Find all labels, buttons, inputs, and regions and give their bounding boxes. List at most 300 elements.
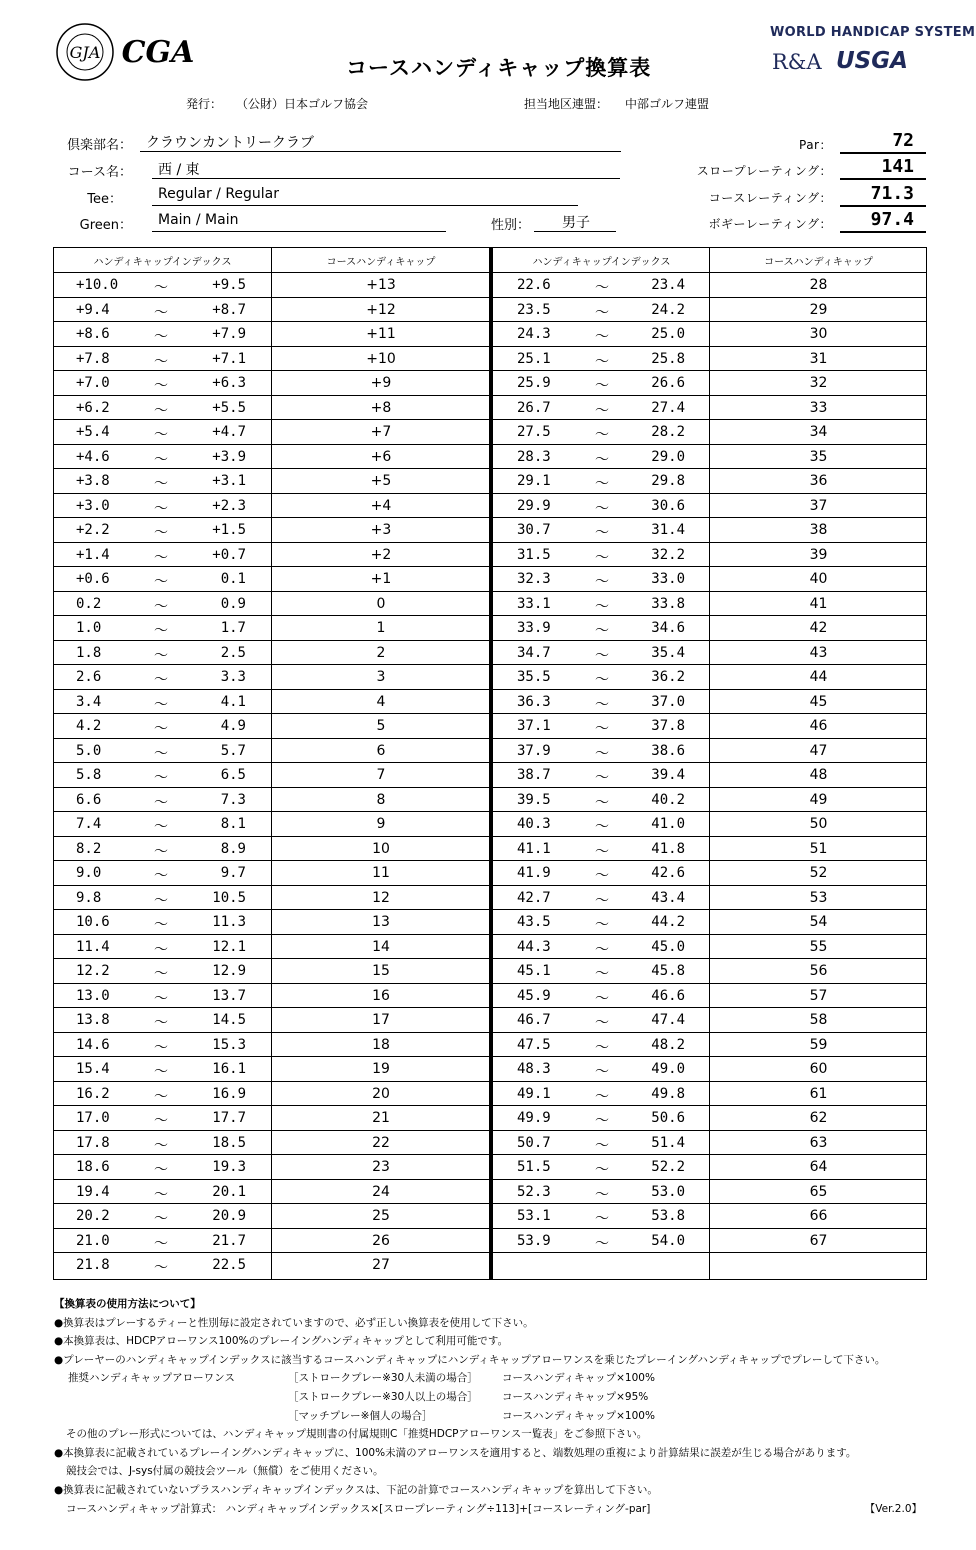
table-row	[493, 787, 927, 812]
index-to: 36.2	[651, 669, 685, 685]
index-from: +0.6	[76, 571, 110, 587]
notes-heading: 【換算表の使用方法について】	[54, 1298, 201, 1310]
index-to: 8.1	[220, 816, 246, 832]
table-row	[493, 1007, 927, 1032]
index-to: +4.7	[212, 424, 246, 440]
table-row	[54, 762, 490, 787]
index-from: 41.9	[517, 865, 551, 881]
index-from: 10.6	[76, 914, 110, 930]
gender-value: 男子	[534, 212, 616, 232]
range-separator: 〜	[154, 1137, 168, 1154]
range-separator: 〜	[154, 304, 168, 321]
index-from: 30.7	[517, 522, 551, 538]
index-to: 31.4	[651, 522, 685, 538]
index-from: 13.0	[76, 987, 110, 1004]
header-course-handicap-right: コースハンディキャップ	[764, 256, 873, 268]
index-to: 30.6	[651, 497, 685, 514]
range-separator: 〜	[595, 500, 609, 517]
course-handicap: 9	[376, 816, 386, 832]
range-separator: 〜	[595, 451, 609, 468]
course-handicap: 51	[809, 840, 828, 857]
index-to: 54.0	[651, 1232, 685, 1249]
index-to: 3.3	[220, 669, 246, 685]
course-handicap: 12	[372, 889, 390, 906]
course-handicap: 57	[809, 987, 828, 1004]
index-from: 47.5	[517, 1036, 551, 1053]
index-to: 14.5	[212, 1012, 246, 1028]
course-handicap: 50	[809, 816, 828, 832]
range-separator: 〜	[154, 696, 168, 713]
table-row	[54, 1154, 490, 1179]
index-from: 44.3	[517, 938, 551, 955]
index-from: 5.8	[76, 767, 102, 783]
index-from: 3.4	[76, 693, 102, 710]
index-from: 22.6	[517, 277, 551, 293]
header-course-handicap-left: コースハンディキャップ	[326, 256, 436, 268]
range-separator: 〜	[595, 329, 609, 345]
table-row	[54, 615, 490, 640]
index-from: 33.1	[517, 595, 551, 612]
index-from: 18.6	[76, 1159, 110, 1175]
index-to: 29.0	[651, 448, 685, 465]
course-handicap: 44	[809, 669, 828, 685]
table-row	[493, 934, 927, 959]
table-row	[54, 689, 490, 714]
course-handicap: +5	[370, 473, 392, 489]
index-to: 7.3	[220, 791, 246, 808]
table-row	[54, 811, 490, 836]
index-to: 16.9	[212, 1085, 246, 1102]
bogey-rating-label: ボギーレーティング：	[708, 217, 832, 231]
index-from: 31.5	[517, 546, 551, 563]
table-row	[493, 1154, 927, 1179]
table-row	[493, 493, 927, 518]
index-from: +6.2	[76, 399, 110, 416]
table-row	[54, 1203, 490, 1228]
course-handicap: +6	[370, 448, 392, 465]
index-from: 43.5	[517, 914, 551, 930]
range-separator: 〜	[154, 672, 168, 688]
range-separator: 〜	[595, 672, 609, 688]
index-to: +3.9	[212, 448, 246, 465]
course-handicap: 17	[372, 1012, 390, 1028]
index-from: 2.6	[76, 669, 102, 685]
table-row	[493, 1081, 927, 1106]
range-separator: 〜	[595, 868, 609, 884]
table-row	[493, 591, 927, 616]
index-to: 2.5	[220, 644, 246, 661]
course-handicap: +8	[370, 399, 392, 416]
table-row	[493, 1105, 927, 1130]
range-separator: 〜	[154, 770, 168, 786]
course-handicap: +13	[366, 277, 396, 293]
par-value: 72	[840, 130, 926, 154]
range-separator: 〜	[595, 1113, 609, 1129]
range-separator: 〜	[595, 990, 609, 1007]
index-to: 52.2	[651, 1159, 685, 1175]
course-handicap: 23	[372, 1159, 390, 1175]
index-from: 37.9	[517, 742, 551, 759]
table-row	[493, 566, 927, 591]
index-to: 49.0	[651, 1061, 685, 1077]
range-separator: 〜	[154, 917, 168, 933]
version-label: 【Ver.2.0】	[864, 1502, 922, 1515]
range-separator: 〜	[154, 476, 168, 492]
index-from: 36.3	[517, 693, 551, 710]
course-handicap: 30	[809, 326, 828, 342]
index-to: 4.9	[220, 718, 246, 734]
index-to: 24.2	[651, 301, 685, 318]
range-separator: 〜	[154, 1162, 168, 1178]
club-label: 倶楽部名：	[66, 138, 132, 153]
range-separator: 〜	[154, 721, 168, 737]
course-handicap: 41	[809, 595, 828, 612]
index-to: +7.9	[212, 326, 246, 342]
index-from: 29.9	[517, 497, 551, 514]
index-from: 15.4	[76, 1061, 110, 1077]
index-to: 22.5	[212, 1257, 246, 1273]
index-to: 44.2	[651, 914, 685, 930]
index-from: 53.9	[517, 1232, 551, 1249]
course-handicap: 7	[376, 767, 386, 783]
index-from: 40.3	[517, 816, 551, 832]
range-separator: 〜	[154, 794, 168, 811]
index-from: 23.5	[517, 301, 551, 318]
index-from: 48.3	[517, 1061, 551, 1077]
index-to: +2.3	[212, 497, 246, 514]
range-separator: 〜	[154, 1064, 168, 1080]
range-separator: 〜	[595, 476, 609, 492]
index-to: 53.0	[651, 1183, 685, 1200]
course-handicap: 26	[372, 1232, 390, 1249]
index-to: +6.3	[212, 375, 246, 391]
table-row	[493, 640, 927, 665]
index-to: 5.7	[220, 742, 246, 759]
course-handicap: 29	[809, 301, 828, 318]
index-to: +1.5	[212, 522, 246, 538]
course-handicap: 19	[372, 1061, 390, 1077]
index-from: 33.9	[517, 620, 551, 636]
table-row	[54, 885, 490, 910]
table-row	[493, 1056, 927, 1081]
range-separator: 〜	[595, 1137, 609, 1154]
table-row	[54, 395, 490, 420]
range-separator: 〜	[595, 819, 609, 835]
index-from: 25.9	[517, 375, 551, 391]
range-separator: 〜	[595, 794, 609, 811]
index-from: 13.8	[76, 1012, 110, 1028]
course-handicap: 35	[809, 448, 828, 465]
table-row	[54, 517, 490, 542]
range-separator: 〜	[154, 819, 168, 835]
table-row	[493, 395, 927, 420]
table-row	[493, 615, 927, 640]
allowance-value: コースハンディキャップ×95%	[502, 1390, 649, 1403]
index-from: 46.7	[517, 1012, 551, 1028]
index-from: +7.8	[76, 350, 110, 367]
range-separator: 〜	[595, 598, 609, 615]
range-separator: 〜	[154, 1235, 168, 1252]
course-handicap: +4	[370, 497, 392, 514]
index-from: 11.4	[76, 938, 110, 955]
allowance-row-3	[54, 1407, 934, 1426]
index-from: 17.8	[76, 1134, 110, 1151]
index-to: 12.9	[212, 963, 246, 979]
index-from: 50.7	[517, 1134, 551, 1151]
tee-value: Regular / Regular	[152, 186, 578, 206]
region-label: 担当地区連盟：	[524, 97, 609, 111]
range-separator: 〜	[154, 1015, 168, 1031]
jga-seal-logo	[52, 22, 118, 82]
index-to: 45.0	[651, 938, 685, 955]
course-handicap: 8	[376, 791, 386, 808]
course-rating-value: 71.3	[840, 183, 926, 207]
course-handicap: +2	[370, 546, 392, 563]
index-from: 34.7	[517, 644, 551, 661]
allowance-condition: ［マッチプレー※個人の場合］	[288, 1409, 433, 1422]
index-from: +2.2	[76, 522, 110, 538]
slope-value: 141	[840, 156, 926, 180]
index-from: 45.9	[517, 987, 551, 1004]
course-handicap: 32	[809, 375, 828, 391]
course-handicap: 42	[809, 620, 828, 636]
table-row	[493, 542, 927, 567]
table-row	[493, 909, 927, 934]
table-row	[493, 664, 927, 689]
slope-label: スロープレーティング：	[696, 164, 832, 178]
table-row	[54, 1007, 490, 1032]
index-from: +4.6	[76, 448, 110, 465]
course-handicap: 64	[809, 1159, 828, 1175]
allowance-value: コースハンディキャップ×100%	[502, 1409, 655, 1422]
course-handicap: 24	[372, 1183, 390, 1200]
range-separator: 〜	[595, 623, 609, 639]
index-to: 27.4	[651, 399, 685, 416]
table-row	[54, 1081, 490, 1106]
bogey-rating-value: 97.4	[840, 209, 926, 233]
range-separator: 〜	[154, 941, 168, 958]
index-from: 49.1	[517, 1085, 551, 1102]
range-separator: 〜	[595, 647, 609, 664]
table-row	[54, 419, 490, 444]
table-row	[54, 542, 490, 567]
table-row	[54, 860, 490, 885]
range-separator: 〜	[595, 1235, 609, 1252]
index-to: 10.5	[212, 889, 246, 906]
index-from: 12.2	[76, 963, 110, 979]
note-1: ●換算表はプレーするティーと性別毎に設定されていますので、必ず正しい換算表を使用して下さい。	[54, 1316, 534, 1329]
range-separator: 〜	[595, 892, 609, 909]
index-from: 37.1	[517, 718, 551, 734]
course-handicap: 47	[809, 742, 828, 759]
index-to: 47.4	[651, 1012, 685, 1028]
tee-label: Tee：	[87, 192, 122, 207]
table-row	[54, 1179, 490, 1204]
range-separator: 〜	[595, 696, 609, 713]
table-row	[54, 787, 490, 812]
range-separator: 〜	[595, 966, 609, 982]
range-separator: 〜	[595, 1064, 609, 1080]
course-handicap: 58	[809, 1012, 828, 1028]
range-separator: 〜	[154, 1088, 168, 1105]
note-4: その他のプレー形式については、ハンディキャップ規則書の付属規則C「推奨HDCPアローワンス一覧表」をご参照下さい。	[66, 1428, 648, 1441]
index-to: 21.7	[212, 1232, 246, 1249]
index-to: 39.4	[651, 767, 685, 783]
index-to: +0.7	[212, 546, 246, 563]
range-separator: 〜	[595, 721, 609, 737]
range-separator: 〜	[595, 770, 609, 786]
table-row	[493, 272, 927, 297]
index-to: 23.4	[651, 277, 685, 293]
index-from: 4.2	[76, 718, 102, 734]
table-row	[54, 1032, 490, 1057]
index-from: 21.0	[76, 1232, 110, 1249]
table-row	[54, 738, 490, 763]
table-row	[54, 909, 490, 934]
table-row	[493, 1203, 927, 1228]
course-handicap: 6	[376, 742, 386, 759]
index-to: 26.6	[651, 375, 685, 391]
index-from: 28.3	[517, 448, 551, 465]
index-to: 15.3	[212, 1036, 246, 1053]
index-to: 0.1	[220, 571, 246, 587]
course-handicap: 16	[372, 987, 390, 1004]
index-from: 26.7	[517, 399, 551, 416]
cga-logo	[121, 24, 195, 76]
index-to: 41.8	[651, 840, 685, 857]
index-to: 0.9	[220, 595, 246, 612]
range-separator: 〜	[154, 500, 168, 517]
table-row	[54, 468, 490, 493]
index-to: 41.0	[651, 816, 685, 832]
index-from: 39.5	[517, 791, 551, 808]
table-row	[493, 811, 927, 836]
range-separator: 〜	[154, 647, 168, 664]
range-separator: 〜	[595, 1088, 609, 1105]
table-row	[493, 836, 927, 861]
table-row	[493, 983, 927, 1008]
index-to: 50.6	[651, 1110, 685, 1126]
page-title: コースハンディキャップ換算表	[346, 56, 652, 80]
table-row	[54, 566, 490, 591]
course-label: コース名：	[67, 165, 132, 180]
ra-logo: R&A	[772, 50, 822, 74]
course-handicap: 21	[372, 1110, 390, 1126]
course-handicap: 49	[809, 791, 828, 808]
note-3: ●プレーヤーのハンディキャップインデックスに該当するコースハンディキャップにハンディキャップアローワンスを乗じたプレーイングハンディキャップでプレーして下さい。	[54, 1353, 886, 1366]
index-from: 32.3	[517, 571, 551, 587]
index-to: 46.6	[651, 987, 685, 1004]
allowance-row-1	[54, 1369, 934, 1388]
index-from: +3.8	[76, 473, 110, 489]
course-handicap: +10	[366, 350, 396, 367]
range-separator: 〜	[154, 966, 168, 982]
index-to: 16.1	[212, 1061, 246, 1077]
table-row	[54, 1252, 490, 1277]
index-to: +3.1	[212, 473, 246, 489]
range-separator: 〜	[595, 574, 609, 590]
index-from: 19.4	[76, 1183, 110, 1200]
index-to: 9.7	[220, 865, 246, 881]
course-handicap: 1	[376, 620, 386, 636]
index-to: 32.2	[651, 546, 685, 563]
allowance-row-2	[54, 1388, 934, 1407]
index-from: 45.1	[517, 963, 551, 979]
index-from: +10.0	[76, 277, 119, 293]
index-from: 27.5	[517, 424, 551, 440]
table-row	[493, 517, 927, 542]
usga-logo: USGA	[836, 48, 908, 74]
index-from: 51.5	[517, 1159, 551, 1175]
course-handicap: 61	[809, 1085, 828, 1102]
allowance-condition: ［ストロークプレー※30人未満の場合］	[288, 1372, 478, 1385]
index-to: 25.0	[651, 326, 685, 342]
course-handicap: 62	[809, 1110, 828, 1126]
index-to: 49.8	[651, 1085, 685, 1102]
header-handicap-index-right: ハンディキャップインデックス	[532, 256, 671, 268]
course-handicap: 3	[376, 669, 386, 685]
table-row	[54, 958, 490, 983]
course-handicap: 31	[809, 350, 828, 367]
course-handicap: 27	[372, 1257, 390, 1273]
table-row	[493, 1252, 927, 1277]
course-handicap: 18	[372, 1036, 390, 1053]
index-from: 9.8	[76, 889, 102, 906]
region-value: 中部ゴルフ連盟	[625, 97, 710, 111]
course-handicap: 65	[809, 1183, 828, 1200]
table-row	[493, 419, 927, 444]
range-separator: 〜	[595, 525, 609, 541]
course-rating-label: コースレーティング：	[708, 191, 832, 205]
index-from: 52.3	[517, 1183, 551, 1200]
table-row	[54, 321, 490, 346]
course-handicap: 59	[809, 1036, 828, 1053]
range-separator: 〜	[595, 549, 609, 566]
table-row	[54, 1056, 490, 1081]
index-to: 19.3	[212, 1159, 246, 1175]
table-row	[493, 689, 927, 714]
table-row	[54, 640, 490, 665]
table-row	[493, 885, 927, 910]
course-handicap: 63	[809, 1134, 828, 1151]
course-handicap: 54	[809, 914, 828, 930]
index-from: +3.0	[76, 497, 110, 514]
range-separator: 〜	[154, 598, 168, 615]
course-handicap: +12	[366, 301, 396, 318]
table-row	[493, 860, 927, 885]
course-handicap: 48	[809, 767, 828, 783]
range-separator: 〜	[154, 745, 168, 762]
range-separator: 〜	[154, 451, 168, 468]
index-from: 0.2	[76, 595, 102, 612]
index-to: 38.6	[651, 742, 685, 759]
index-to: 34.6	[651, 620, 685, 636]
allowance-condition: ［ストロークプレー※30人以上の場合］	[288, 1390, 478, 1403]
table-row	[493, 468, 927, 493]
green-value: Main / Main	[152, 212, 446, 232]
course-handicap: 53	[809, 889, 828, 906]
index-to: 33.8	[651, 595, 685, 612]
index-to: 35.4	[651, 644, 685, 661]
index-to: 48.2	[651, 1036, 685, 1053]
note-5: ●本換算表に記載されているプレーイングハンディキャップに、100%未満のアローワンスを適用すると、端数処理の重複により計算結果に誤差が生じる場合があります。	[54, 1446, 857, 1459]
index-from: 49.9	[517, 1110, 551, 1126]
table-row	[493, 346, 927, 371]
table-row	[493, 738, 927, 763]
table-row	[54, 664, 490, 689]
index-to: 12.1	[212, 938, 246, 955]
table-row	[493, 1130, 927, 1155]
